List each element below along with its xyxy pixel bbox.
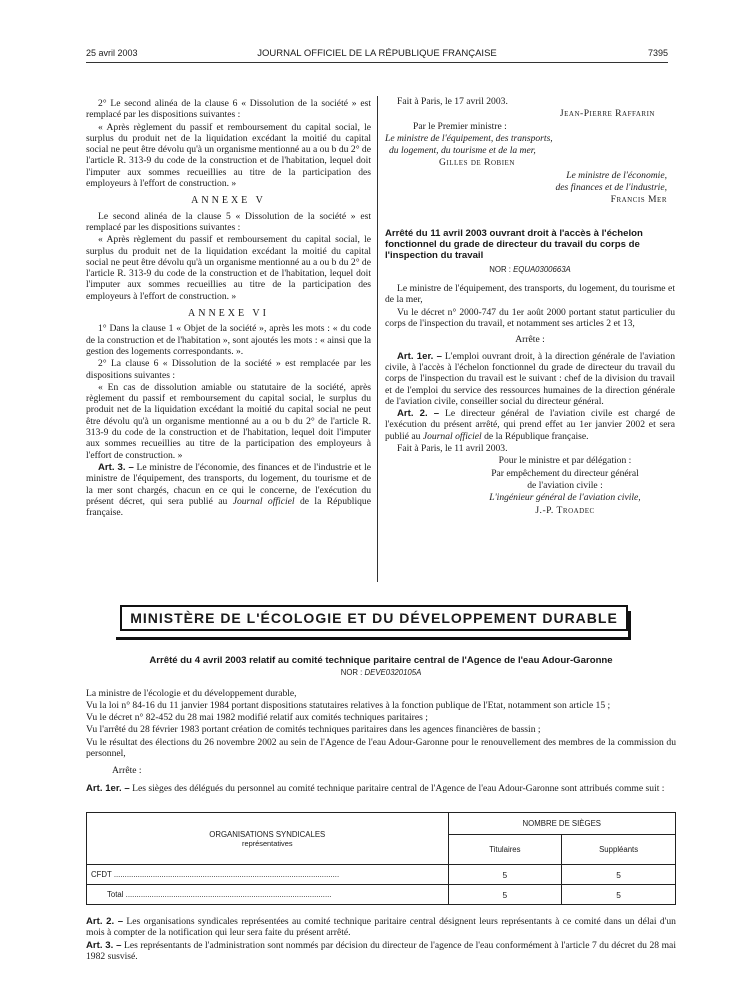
article-2: Art. 2. – Le directeur général de l'aviation civile est chargé de l'exécution du présent arrêté, qui prend effet au 1er janvier 2002 et sera publié au Journal officiel de la République française. [385,408,675,442]
annexe-vi-title: ANNEXE VI [188,308,269,320]
paragraph: Vu le résultat des élections du 26 novembre 2002 au sein de l'Agence de l'eau Adour-Garonne pour le renouvellement des membres de la commission du personnel, [86,736,676,760]
article-1: Art. 1er. – L'emploi ouvrant droit, à la direction générale de l'aviation civile, à l'accès à l'échelon fonctionnel du grade de directeur du travail du corps de l'inspection du travail est le suivant : chef de la division du travail et de l'emploi du service des ressources humaines de la direction générale de l'aviation civile, conseiller social du directeur général. [385,350,676,407]
article-1: Art. 1er. – Les sièges des délégués du personnel au comité technique paritaire central de l'Agence de l'eau Adour-Garonne sont attribués comme suit : [86,782,665,794]
annexe-v-title: ANNEXE V [191,195,266,207]
article-3: Art. 3. – Les représentants de l'administration sont nommés par décision du directeur de l'agence de l'eau conformément à l'article 7 du décret du 28 mai 1982 susvisé. [86,939,676,962]
fait-a-paris: Fait à Paris, le 11 avril 2003. [397,443,508,455]
table-row-total: Total ............................................................................................... 5 5 [87,885,676,905]
org-header: ORGANISATIONS SYNDICALES représentatives [87,813,449,865]
paragraph: Vu l'arrêté du 28 février 1983 portant création de comités techniques paritaires dans les agences financières de bassin ; [86,724,541,736]
journal-title: JOURNAL OFFICIEL DE LA RÉPUBLIQUE FRANÇAISE [257,48,497,59]
fait-a-paris: Fait à Paris, le 17 avril 2003. [397,96,508,107]
row-label: CFDT [91,870,112,879]
signatory: Francis Mer [610,194,667,206]
article-label: Art. 3. – [98,461,134,473]
col-titulaires: Titulaires [448,835,562,865]
ministry-banner: MINISTÈRE DE L'ÉCOLOGIE ET DU DÉVELOPPEMENT DURABLE [120,605,628,631]
paragraph: 1° Dans la clause 1 « Objet de la société », après les mots : « du code de la construction et de l'habitation », sont ajoutés les mots : « ainsi que la gestion des logements correspondants. ». [86,323,371,357]
cell-suppleants: 5 [562,865,676,885]
column-separator [377,96,378,582]
paragraph: « Après règlement du passif et remboursement du capital social, le surplus du produit net de la liquidation excédant la moitié du capital social ne peut être dévolu qu'à un organisme mentionné au a ou b du 2° de l'article R. 313-9 du code de la construction et de l'habitation, lequel doit l'imputer aux sommes recueillies au titre de la participation des employeurs à l'effort de construction. » [86,234,371,302]
arrete-2-closing [86,916,676,963]
paragraph: « Après règlement du passif et remboursement du capital social, le surplus du produit net de la liquidation excédant la moitié du capital social ne peut être dévolu qu'à un organisme mentionné au a ou b du 2° de l'article R. 313-9 du code de la construction et de l'habitation, lequel doit l'imputer aux sommes recueillies au titre de la participation des employeurs à l'effort de construction. » [86,121,371,190]
cell-titulaires: 5 [448,865,562,885]
arrete-word: Arrête : [515,334,545,346]
arrete-title: Arrêté du 11 avril 2003 ouvrant droit à l'accès à l'échelon fonctionnel du grade de directeur du travail du corps de l'inspection du travail [385,227,643,262]
paragraph: Vu le décret n° 82-452 du 28 mai 1982 modifié relatif aux comités techniques paritaires ; [86,712,428,724]
nor-reference: NOR : DEVE0320105A [340,668,422,678]
paragraph: Vu le décret n° 2000-747 du 1er août 2000 portant statut particulier du corps de l'inspection du travail, et notamment ses articles 2 et 13, [385,306,675,330]
seats-table [86,812,676,905]
signatory: J.-P. Troadec [535,504,595,516]
article-2: Art. 2. – Les organisations syndicales représentées au comité technique paritaire central désignent leurs représentants à ce comité dans un délai d'un mois à compter de la notification qui leur sera faite du présent arrêté. [86,916,676,939]
arrete-2-title: Arrêté du 4 avril 2003 relatif au comité technique paritaire central de l'Agence de l'eau Adour-Garonne [149,655,613,666]
arrete-word: Arrête : [112,765,142,777]
paragraph: 2° La clause 6 « Dissolution de la société » est remplacée par les dispositions suivantes : [86,358,371,381]
article-3: Art. 3. – Le ministre de l'économie, des finances et de l'industrie et le ministre de l'équipement, des transports, du logement, du tourisme et de la mer sont chargés, chacun en ce qui le concerne, de l'exécution du présent décret, qui sera publié au Journal officiel de la République française. [86,461,371,519]
nor-reference: NOR : EQUA0300663A [489,264,571,274]
paragraph: Le second alinéa de la clause 5 « Dissolution de la société » est remplacé par les dispositions suivantes : [86,210,371,233]
header-date: 25 avril 2003 [86,48,138,58]
paragraph: 2° Le second alinéa de la clause 6 « Dissolution de la société » est remplacé par les dispositions suivantes : [86,98,371,121]
paragraph: Vu la loi n° 84-16 du 11 janvier 1984 portant dispositions statutaires relatives à la fonction publique de l'Etat, notamment son article 15 ; [86,699,611,711]
header-rule [86,62,668,63]
signatory: Gilles de Robien [439,157,515,169]
page-number: 7395 [647,48,668,58]
right-column: Fait à Paris, le 17 avril 2003. Jean-Pierre Raffarin Par le Premier ministre : Le ministre de l'équipement, des transports, du logement, du tourisme et de la mer, Gilles de Robien Le ministre de l'économie, des finances et de l'industrie, Francis Mer Arrêté du 11 avril 2003 ouvrant droit à l'accès à l'échelon fonctionnel du grade de directeur du travail du corps de l'inspection du travail NOR : EQUA0300663A Le ministre de l'équipement, des transports, du logement, du tourisme et de la mer, Vu le décret n° 2000-747 du 1er août 2000 portant statut particulier du corps de l'inspection du travail, et notamment ses articles 2 et 13, Arrête : Art. 1er. – L'emploi ouvrant droit, à la direction générale de l'aviation civile, à l'accès à l'échelon fonctionnel du grade de directeur du travail du corps de l'inspection du travail est le suivant : chef de la division du travail et de l'emploi du service des ressources humaines de la direction générale de l'aviation civile, conseiller social du directeur général. Art. 2. – Le directeur général de l'aviation civile est chargé de l'exécution du présent arrêté, qui prend effet au 1er janvier 2002 et sera publié au Journal officiel de la République française. Fait à Paris, le 11 avril 2003. Pour le ministre et par délégation : Par empêchement du directeur général de l'aviation civile : L'ingénieur général de l'aviation civile, J.-P. Troadec [385,96,676,516]
arrete-2 [86,655,676,795]
table-row: CFDT ........................................................................................................ 5 5 [87,865,676,885]
cell-suppleants: 5 [562,885,676,905]
table-header-row [87,813,676,835]
paragraph: La ministre de l'écologie et du développement durable, [86,687,297,699]
page-header [86,48,668,62]
signatory: Jean-Pierre Raffarin [559,108,655,120]
cell-titulaires: 5 [448,885,562,905]
left-column [86,98,371,519]
paragraph: Le ministre de l'équipement, des transports, du logement, du tourisme et de la mer, [385,283,675,306]
par-le-premier-ministre: Par le Premier ministre : [413,120,507,132]
col-suppleants: Suppléants [562,835,676,865]
seats-header: NOMBRE DE SIÈGES [448,813,675,835]
row-label: Total [107,890,124,899]
paragraph: « En cas de dissolution amiable ou statutaire de la société, après règlement du passif et remboursement du capital social, le surplus du produit net de la liquidation excédant la moitié du capital social ne peut être dévolu qu'à un organisme mentionné au a ou b du 2° de l'article R. 313-9 du code de la construction et de l'habitation, lequel doit l'imputer aux sommes recueillies au titre de la participation des employeurs à l'effort de construction. » [86,381,371,461]
